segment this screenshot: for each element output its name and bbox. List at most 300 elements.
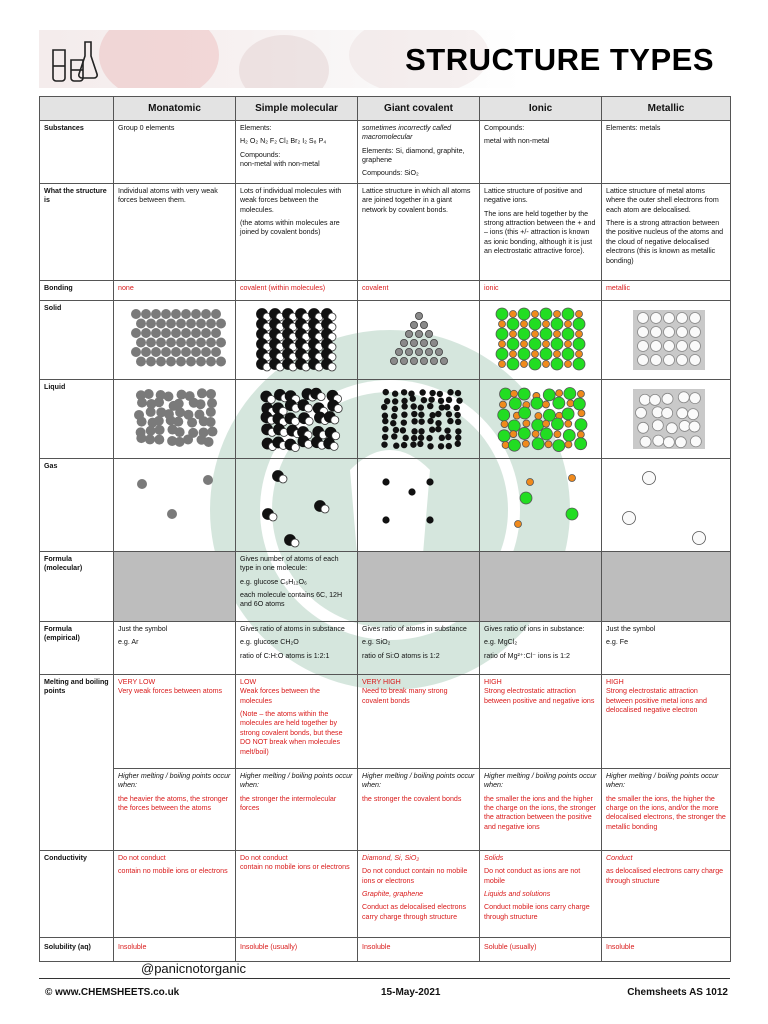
negative-ion bbox=[518, 328, 530, 340]
negative-ion bbox=[508, 439, 520, 451]
atom bbox=[156, 319, 166, 329]
atom bbox=[137, 479, 147, 489]
negative-ion bbox=[540, 328, 552, 340]
table-row-bonding bbox=[40, 281, 731, 301]
atom bbox=[163, 392, 173, 402]
negative-ion bbox=[496, 328, 508, 340]
atom bbox=[435, 411, 441, 417]
atom bbox=[136, 417, 146, 427]
lattice-atom bbox=[405, 348, 412, 355]
negative-ion bbox=[532, 438, 544, 450]
molecule-atom bbox=[328, 363, 336, 371]
atom bbox=[455, 435, 461, 441]
negative-ion bbox=[529, 338, 541, 350]
column-header-metallic: Metallic bbox=[602, 97, 731, 121]
lattice-atom bbox=[415, 330, 422, 337]
lattice-atom bbox=[410, 357, 417, 364]
cell bbox=[602, 622, 731, 675]
cell bbox=[602, 380, 731, 459]
atom bbox=[400, 419, 406, 425]
atom bbox=[429, 427, 435, 433]
cell-text: Group 0 elements bbox=[118, 124, 175, 132]
cell-text: Just the symbol bbox=[118, 625, 168, 633]
positive-ion bbox=[553, 311, 560, 318]
atom bbox=[417, 435, 423, 441]
atom bbox=[417, 404, 423, 410]
giant-covalent-solid-diagram bbox=[364, 304, 474, 374]
cell-text: as delocalised electrons carry charge through structure bbox=[606, 867, 724, 885]
atom bbox=[211, 328, 221, 338]
cell-text: (Note – the atoms within the molecules are held together by strong covalent bonds, but these DO NOT break when molecules melt/boil) bbox=[240, 710, 343, 756]
atom bbox=[181, 309, 191, 319]
atom bbox=[161, 347, 171, 357]
cell bbox=[114, 121, 236, 184]
atom bbox=[437, 398, 443, 404]
atom bbox=[400, 389, 406, 395]
molecule-atom bbox=[304, 404, 312, 412]
metal-ion bbox=[650, 394, 661, 405]
negative-ion bbox=[509, 398, 521, 410]
lattice-atom bbox=[420, 339, 427, 346]
cell bbox=[236, 622, 358, 675]
atom bbox=[201, 328, 211, 338]
metal-ion bbox=[689, 393, 700, 404]
positive-ion bbox=[499, 401, 506, 408]
cell bbox=[602, 459, 731, 552]
cell-not-applicable bbox=[114, 552, 236, 622]
cell bbox=[602, 851, 731, 938]
table-row-conductivity bbox=[40, 851, 731, 938]
negative-ion bbox=[518, 427, 530, 439]
metal-ion bbox=[652, 420, 663, 431]
atom bbox=[154, 397, 164, 407]
metal-atom bbox=[643, 472, 656, 485]
atom bbox=[196, 357, 206, 367]
lattice-atom bbox=[430, 339, 437, 346]
cell bbox=[114, 184, 236, 281]
footer-divider bbox=[39, 978, 730, 979]
ionic-gas-diagram bbox=[486, 462, 596, 548]
metal-ion bbox=[638, 422, 649, 433]
positive-ion bbox=[564, 341, 571, 348]
lattice-atom bbox=[415, 312, 422, 319]
atom bbox=[408, 488, 415, 495]
atom bbox=[171, 309, 181, 319]
metal-ion bbox=[666, 423, 677, 434]
atom bbox=[417, 441, 423, 447]
cell-text: Diamond, Si, SiO₂ bbox=[362, 854, 420, 862]
monatomic-liquid-diagram bbox=[120, 383, 230, 453]
cell: Insoluble bbox=[602, 938, 731, 962]
metal-ion bbox=[651, 313, 662, 324]
atom bbox=[137, 398, 147, 408]
atom bbox=[196, 338, 206, 348]
atom bbox=[426, 516, 433, 523]
row-label: Solubility (aq) bbox=[40, 938, 114, 962]
cell-text: (the atoms within molecules are joined by covalent bonds) bbox=[240, 219, 340, 237]
atom bbox=[176, 338, 186, 348]
atom bbox=[435, 426, 441, 432]
atom bbox=[144, 434, 154, 444]
atom bbox=[154, 425, 164, 435]
cell bbox=[114, 301, 236, 380]
atom bbox=[205, 389, 215, 399]
positive-ion bbox=[575, 311, 582, 318]
cell bbox=[480, 301, 602, 380]
cell-text: ratio of C:H:O atoms is 1:2:1 bbox=[240, 651, 330, 660]
metal-ion bbox=[688, 409, 699, 420]
atom bbox=[154, 435, 164, 445]
cell bbox=[114, 675, 236, 769]
metal-ion bbox=[677, 313, 688, 324]
table-row-formula-molecular bbox=[40, 552, 731, 622]
positive-ion bbox=[564, 441, 571, 448]
atom bbox=[146, 319, 156, 329]
positive-ion bbox=[520, 341, 527, 348]
negative-ion bbox=[543, 389, 555, 401]
metal-ion bbox=[677, 327, 688, 338]
cell-text: e.g. glucose CH₂O bbox=[240, 638, 299, 647]
atom bbox=[420, 397, 426, 403]
negative-ion bbox=[496, 348, 508, 360]
positive-ion bbox=[542, 401, 549, 408]
cell-text: Elements: Si, diamond, graphite, graphene bbox=[362, 146, 465, 165]
lattice-atom bbox=[420, 321, 427, 328]
row-label: Liquid bbox=[40, 380, 114, 459]
negative-ion bbox=[529, 318, 541, 330]
cell-text: Compounds: bbox=[240, 150, 281, 159]
atom bbox=[146, 338, 156, 348]
cell-text: Higher melting / boiling points occur when: bbox=[362, 772, 475, 790]
cell-text: Elements: metals bbox=[606, 124, 661, 132]
column-header-simple-molecular: Simple molecular bbox=[236, 97, 358, 121]
cell-text: Solids bbox=[484, 854, 504, 862]
cell-text: Strong electrostatic attraction between positive metal ions and delocalised negative electron bbox=[606, 687, 707, 715]
cell bbox=[480, 622, 602, 675]
footer-reference: Chemsheets AS 1012 bbox=[627, 987, 728, 998]
cell bbox=[236, 380, 358, 459]
cell-text: contain no mobile ions or electrons bbox=[240, 863, 350, 872]
atom bbox=[436, 391, 442, 397]
positive-ion bbox=[498, 361, 505, 368]
metal-ion bbox=[664, 313, 675, 324]
metallic-gas-diagram bbox=[611, 462, 721, 548]
atom bbox=[454, 412, 460, 418]
atom bbox=[392, 427, 398, 433]
atom bbox=[191, 347, 201, 357]
atom bbox=[391, 406, 397, 412]
atom bbox=[418, 428, 424, 434]
positive-ion bbox=[531, 351, 538, 358]
atom bbox=[399, 427, 405, 433]
cell bbox=[236, 121, 358, 184]
atom bbox=[447, 418, 453, 424]
negative-ion bbox=[518, 348, 530, 360]
atom bbox=[429, 412, 435, 418]
metal-ion bbox=[690, 436, 701, 447]
atom bbox=[400, 442, 406, 448]
atom bbox=[186, 319, 196, 329]
monatomic-solid-diagram bbox=[120, 304, 230, 374]
atom bbox=[143, 389, 153, 399]
positive-ion bbox=[534, 412, 541, 419]
positive-ion bbox=[553, 431, 560, 438]
atom bbox=[195, 399, 205, 409]
negative-ion bbox=[574, 419, 586, 431]
atom bbox=[426, 478, 433, 485]
atom bbox=[427, 443, 433, 449]
cell-text: Conduct bbox=[606, 854, 633, 862]
cell-text: Compounds: SiO₂ bbox=[362, 169, 419, 178]
atom bbox=[391, 433, 397, 439]
positive-ion bbox=[509, 311, 516, 318]
atom bbox=[443, 404, 449, 410]
metal-ion bbox=[690, 341, 701, 352]
metal-ion bbox=[664, 355, 675, 366]
cell bbox=[480, 851, 602, 938]
atom bbox=[153, 416, 163, 426]
cell bbox=[114, 380, 236, 459]
negative-ion bbox=[562, 408, 574, 420]
metal-ion bbox=[677, 341, 688, 352]
cell bbox=[236, 675, 358, 769]
cell-text: Do not conduct contain no mobile ions or electrons bbox=[362, 867, 468, 885]
giant-covalent-liquid-diagram bbox=[364, 383, 474, 453]
atom bbox=[426, 435, 432, 441]
atom bbox=[401, 403, 407, 409]
molecule-atom bbox=[305, 417, 313, 425]
lattice-atom bbox=[420, 357, 427, 364]
molecule-atom bbox=[269, 513, 277, 521]
cell bbox=[480, 184, 602, 281]
table-row-gas bbox=[40, 459, 731, 552]
row-label: Bonding bbox=[40, 281, 114, 301]
cell-text: Need to break many strong covalent bonds bbox=[362, 687, 448, 705]
molecule-atom bbox=[317, 393, 325, 401]
atom bbox=[174, 427, 184, 437]
atom bbox=[156, 338, 166, 348]
cell-text: the heavier the atoms, the stronger the forces between the atoms bbox=[118, 794, 229, 813]
cell: covalent bbox=[358, 281, 480, 301]
positive-ion bbox=[509, 351, 516, 358]
banner-decoration bbox=[239, 35, 329, 88]
column-header-monatomic: Monatomic bbox=[114, 97, 236, 121]
positive-ion bbox=[526, 479, 533, 486]
cell-text: e.g. glucose C₆H₁₂O₆ bbox=[240, 577, 307, 586]
cell-text: e.g. Fe bbox=[606, 638, 629, 647]
row-label: Formula (molecular) bbox=[40, 552, 114, 622]
negative-ion bbox=[540, 428, 552, 440]
positive-ion bbox=[514, 521, 521, 528]
cell: Insoluble (usually) bbox=[236, 938, 358, 962]
metal-ion bbox=[690, 355, 701, 366]
row-label: What the structure is bbox=[40, 184, 114, 281]
atom bbox=[411, 418, 417, 424]
metal-ion bbox=[638, 355, 649, 366]
simple-molecular-solid-diagram bbox=[242, 304, 352, 374]
positive-ion bbox=[564, 361, 571, 368]
positive-ion bbox=[531, 311, 538, 318]
atom bbox=[176, 357, 186, 367]
molecule-atom bbox=[291, 417, 299, 425]
positive-ion bbox=[568, 475, 575, 482]
cell bbox=[358, 769, 480, 851]
lattice-atom bbox=[425, 348, 432, 355]
cell: ionic bbox=[480, 281, 602, 301]
metal-ion bbox=[678, 392, 689, 403]
cell-not-applicable bbox=[480, 552, 602, 622]
ionic-liquid-diagram bbox=[486, 383, 596, 453]
cell bbox=[602, 184, 731, 281]
positive-ion bbox=[564, 321, 571, 328]
cell-text: Individual atoms with very weak forces between them. bbox=[118, 187, 218, 205]
cell bbox=[358, 851, 480, 938]
cell-text: Compounds: bbox=[484, 124, 525, 132]
atom bbox=[206, 338, 216, 348]
positive-ion bbox=[566, 400, 573, 407]
cell bbox=[114, 622, 236, 675]
cell-text: Lattice structure of metal atoms where the outer shell electrons from each atom are delocalised. bbox=[606, 187, 719, 214]
atom bbox=[454, 419, 460, 425]
atom bbox=[136, 319, 146, 329]
negative-ion bbox=[508, 420, 520, 432]
cell: covalent (within molecules) bbox=[236, 281, 358, 301]
molecule-atom bbox=[279, 475, 287, 483]
atom bbox=[141, 309, 151, 319]
metal-atom bbox=[623, 512, 636, 525]
molecule-atom bbox=[331, 432, 339, 440]
lattice-atom bbox=[405, 330, 412, 337]
atom bbox=[391, 398, 397, 404]
row-label: Melting and boiling points bbox=[40, 675, 114, 851]
metal-ion bbox=[651, 327, 662, 338]
atom bbox=[381, 441, 387, 447]
atom bbox=[410, 441, 416, 447]
molecule-atom bbox=[291, 539, 299, 547]
metal-ion bbox=[677, 355, 688, 366]
atom bbox=[391, 413, 397, 419]
atom bbox=[131, 328, 141, 338]
negative-ion bbox=[520, 492, 532, 504]
atom bbox=[136, 357, 146, 367]
atom bbox=[136, 433, 146, 443]
positive-ion bbox=[577, 410, 584, 417]
metal-atom bbox=[693, 532, 706, 545]
cell bbox=[236, 769, 358, 851]
cell bbox=[236, 851, 358, 938]
positive-ion bbox=[498, 321, 505, 328]
cell-not-applicable bbox=[358, 552, 480, 622]
atom bbox=[175, 407, 185, 417]
cell-text: metal with non-metal bbox=[484, 137, 550, 146]
atom bbox=[427, 418, 433, 424]
positive-ion bbox=[553, 351, 560, 358]
atom bbox=[383, 398, 389, 404]
row-label: Conductivity bbox=[40, 851, 114, 938]
cell-text: Elements: bbox=[240, 124, 272, 132]
banner-decoration bbox=[99, 30, 219, 88]
atom bbox=[216, 319, 226, 329]
atom bbox=[136, 338, 146, 348]
metal-ion bbox=[690, 327, 701, 338]
atom bbox=[437, 443, 443, 449]
atom bbox=[444, 427, 450, 433]
positive-ion bbox=[498, 341, 505, 348]
atom bbox=[419, 389, 425, 395]
atom bbox=[131, 347, 141, 357]
cell bbox=[236, 459, 358, 552]
cell-text: the smaller the ions and the higher the charge on the ions, the stronger the attraction between the positive and negative ions bbox=[484, 794, 596, 831]
row-label: Substances bbox=[40, 121, 114, 184]
atom bbox=[141, 328, 151, 338]
cell-text: LOW bbox=[240, 678, 257, 686]
ionic-solid-diagram bbox=[486, 304, 596, 374]
cell bbox=[602, 301, 731, 380]
atom bbox=[454, 441, 460, 447]
positive-ion bbox=[553, 331, 560, 338]
atom bbox=[171, 328, 181, 338]
negative-ion bbox=[497, 409, 509, 421]
cell bbox=[480, 380, 602, 459]
metallic-liquid-diagram bbox=[611, 383, 721, 453]
atom bbox=[447, 389, 453, 395]
atom bbox=[445, 397, 451, 403]
cell-text: Lattice structure in which all atoms are joined together in a giant network by covalent bonds. bbox=[362, 187, 471, 214]
cell-text: Graphite, graphene bbox=[362, 890, 424, 899]
cell bbox=[358, 459, 480, 552]
cell-text: Lattice structure of positive and negative ions. bbox=[484, 187, 583, 205]
table-row-liquid bbox=[40, 380, 731, 459]
atom bbox=[454, 390, 460, 396]
atom bbox=[401, 411, 407, 417]
cell-text: ratio of Mg²⁺:Cl⁻ ions is 1:2 bbox=[484, 651, 570, 660]
cell bbox=[358, 121, 480, 184]
cell-text: the smaller the ions, the higher the charge on the ions, and/or the more delocalised electrons, the stronger the metallic bonding bbox=[606, 794, 726, 831]
metal-ion bbox=[651, 341, 662, 352]
lattice-atom bbox=[410, 339, 417, 346]
atom bbox=[186, 357, 196, 367]
cell-text: Higher melting / boiling points occur when: bbox=[606, 772, 719, 790]
table-row-melting-boiling bbox=[40, 675, 731, 769]
header-banner bbox=[39, 30, 728, 88]
cell bbox=[358, 301, 480, 380]
giant-covalent-gas-diagram bbox=[364, 462, 474, 548]
atom bbox=[173, 399, 183, 409]
positive-ion bbox=[542, 361, 549, 368]
metal-ion bbox=[662, 407, 673, 418]
atom bbox=[456, 397, 462, 403]
atom bbox=[216, 338, 226, 348]
atom bbox=[211, 309, 221, 319]
cell-text: Gives ratio of atoms in substance bbox=[240, 625, 345, 633]
negative-ion bbox=[551, 338, 563, 350]
cell-text: Gives ratio of ions in substance: bbox=[484, 625, 585, 633]
metal-ion bbox=[664, 327, 675, 338]
metal-ion bbox=[638, 313, 649, 324]
atom bbox=[382, 389, 388, 395]
negative-ion bbox=[563, 429, 575, 441]
atom bbox=[131, 309, 141, 319]
atom bbox=[145, 426, 155, 436]
metal-ion bbox=[690, 313, 701, 324]
cell bbox=[114, 851, 236, 938]
cell bbox=[602, 769, 731, 851]
metal-ion bbox=[662, 393, 673, 404]
atom bbox=[191, 309, 201, 319]
negative-ion bbox=[551, 358, 563, 370]
atom bbox=[402, 435, 408, 441]
positive-ion bbox=[501, 421, 508, 428]
